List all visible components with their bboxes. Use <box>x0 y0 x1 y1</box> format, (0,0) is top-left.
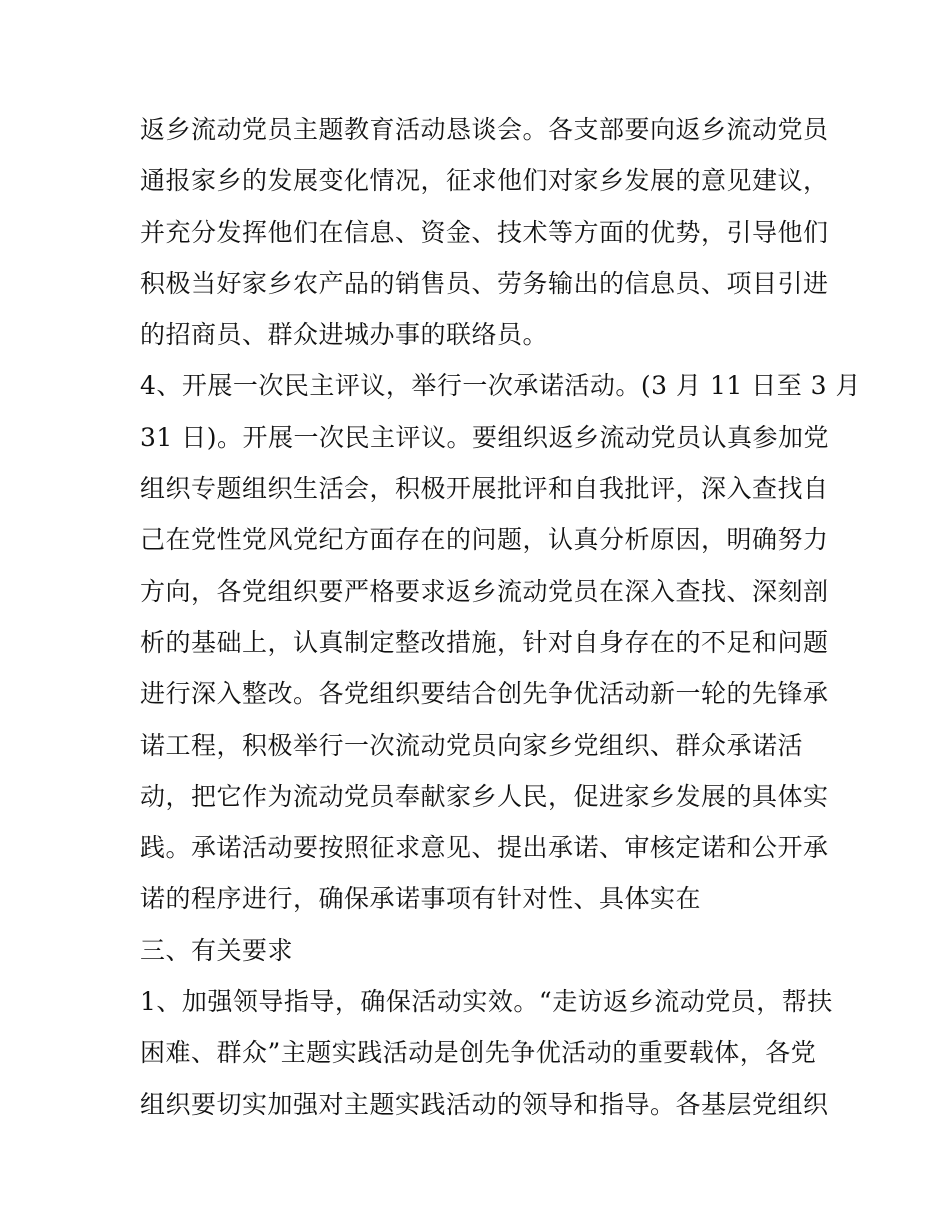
text-line: 诺的程序进行，确保承诺事项有针对性、具体实在 <box>140 884 702 914</box>
text-line: 诺工程，积极举行一次流动党员向家乡党组织、群众承诺活 <box>140 730 804 760</box>
document-body <box>140 104 862 1130</box>
text-line: 析的基础上，认真制定整改措施，针对自身存在的不足和问题 <box>140 627 829 657</box>
text-line: 困难、群众”主题实践活动是创先争优活动的重要载体，各党 <box>140 1038 817 1068</box>
text-line: 组织专题组织生活会，积极开展批评和自我批评，深入查找自 <box>140 474 829 504</box>
text-line: 通报家乡的发展变化情况，征求他们对家乡发展的意见建议， <box>140 166 829 196</box>
text-line: 的招商员、群众进城办事的联络员。 <box>140 320 549 350</box>
text-line: 积极当好家乡农产品的销售员、劳务输出的信息员、项目引进 <box>140 268 829 298</box>
text-line: 方向，各党组织要严格要求返乡流动党员在深入查找、深刻剖 <box>140 576 829 606</box>
text-line: 己在党性党风党纪方面存在的问题，认真分析原因，明确努力 <box>140 525 829 555</box>
text-line: 组织要切实加强对主题实践活动的领导和指导。各基层党组织 <box>140 1089 829 1119</box>
text-line: 践。承诺活动要按照征求意见、提出承诺、审核定诺和公开承 <box>140 833 829 863</box>
text-line: 31 日)。开展一次民主评议。要组织返乡流动党员认真参加党 <box>140 422 830 452</box>
requirement-item-1-heading: 1、加强领导指导，确保活动实效。“走访返乡流动党员，帮扶 <box>140 987 833 1017</box>
section-heading-requirements: 三、有关要求 <box>140 935 294 965</box>
text-line: 并充分发挥他们在信息、资金、技术等方面的优势，引导他们 <box>140 217 829 247</box>
text-line: 进行深入整改。各党组织要结合创先争优活动新一轮的先锋承 <box>140 679 829 709</box>
text-line: 返乡流动党员主题教育活动恳谈会。各支部要向返乡流动党员 <box>140 115 829 144</box>
section-item-4-heading: 4、开展一次民主评议，举行一次承诺活动。(3 月 11 日至 3 月 <box>140 371 862 401</box>
text-line: 动，把它作为流动党员奉献家乡人民，促进家乡发展的具体实 <box>140 781 829 811</box>
